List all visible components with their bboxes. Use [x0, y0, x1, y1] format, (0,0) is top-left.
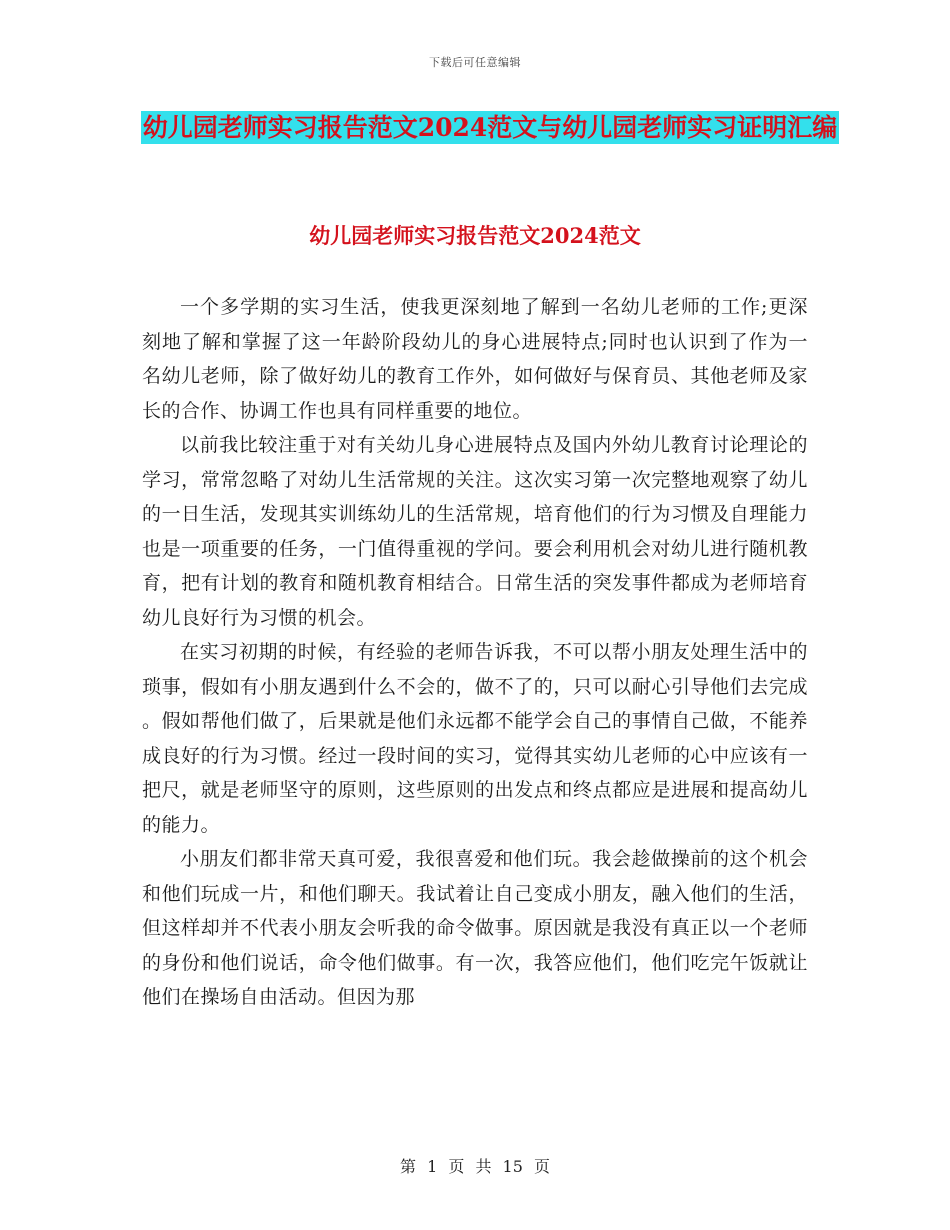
page-header-note: 下载后可任意编辑	[429, 56, 521, 69]
document-title	[140, 106, 840, 150]
page-number: 第 1 页 共 15 页	[400, 1157, 550, 1176]
paragraph-2: 以前我比较注重于对有关幼儿身心进展特点及国内外幼儿教育讨论理论的学习，常常忽略了对幼儿生活常规的关注。这次实习第一次完整地观察了幼儿的一日生活，发现其实训练幼儿的生活常规，培育他们的行为习惯及自理能力也是一项重要的任务，一门值得重视的学问。要会利用机会对幼儿进行随机教育，把有计划的教育和随机教育相结合。日常生活的突发事件都成为老师培育幼儿良好行为习惯的机会。	[142, 434, 808, 629]
document-body	[142, 290, 808, 1015]
paragraph-1: 一个多学期的实习生活，使我更深刻地了解到一名幼儿老师的工作;更深刻地了解和掌握了这一年龄阶段幼儿的身心进展特点;同时也认识到了作为一名幼儿老师，除了做好幼儿的教育工作外，如何做好与保育员、其他老师及家长的合作、协调工作也具有同样重要的地位。	[142, 296, 808, 422]
paragraph-3: 在实习初期的时候，有经验的老师告诉我，不可以帮小朋友处理生活中的琐事，假如有小朋友遇到什么不会的，做不了的，只可以耐心引导他们去完成 。假如帮他们做了，后果就是他们永远都不能学会自己的事情自己做，不能养成良好的行为习惯。经过一段时间的实习，觉得其实幼儿老师的心中应该有一把尺，就是老师坚守的原则，这些原则的出发点和终点都应是进展和提高幼儿的能力。	[142, 641, 808, 836]
paragraph-4: 小朋友们都非常天真可爱，我很喜爱和他们玩。我会趁做操前的这个机会和他们玩成一片，和他们聊天。我试着让自己变成小朋友，融入他们的生活，但这样却并不代表小朋友会听我的命令做事。原因就是我没有真正以一个老师的身份和他们说话，命令他们做事。有一次，我答应他们，他们吃完午饭就让他们在操场自由活动。但因为那	[142, 848, 808, 1008]
section-title: 幼儿园老师实习报告范文2024范文	[309, 223, 641, 248]
document-title-text: 幼儿园老师实习报告范文2024范文与幼儿园老师实习证明汇编	[142, 113, 838, 142]
